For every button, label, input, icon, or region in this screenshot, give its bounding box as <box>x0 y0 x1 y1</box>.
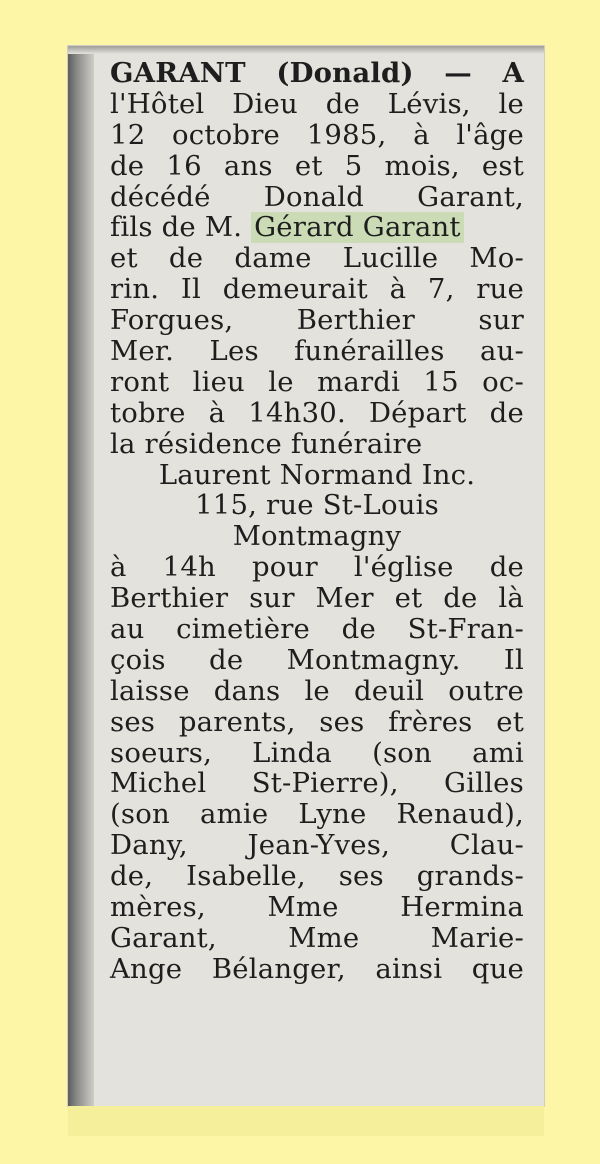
word: Mo- <box>469 242 524 275</box>
word: 5 <box>344 149 363 182</box>
word: au- <box>479 335 524 368</box>
word: Mme <box>267 891 339 924</box>
word: Garant, <box>110 921 217 954</box>
word: mères, <box>110 891 206 924</box>
word: Mme <box>288 921 360 954</box>
word: Jean-Yves, <box>247 829 391 862</box>
text-line-content: 115, rue St-Louis <box>195 489 439 522</box>
text-line <box>110 707 524 738</box>
word: mardi <box>317 365 401 398</box>
word: et <box>294 149 323 182</box>
text-line <box>110 243 524 274</box>
word: Berthier <box>296 304 415 337</box>
word: Mer <box>315 582 374 615</box>
text-line-content: la résidence funéraire <box>110 427 423 460</box>
word: Berthier <box>110 582 229 615</box>
word: Isabelle, <box>186 860 306 893</box>
word: Michel <box>110 767 207 800</box>
word: deuil <box>353 674 425 707</box>
text-line <box>110 151 524 182</box>
word: Les <box>209 335 259 368</box>
clipping-top-edge <box>68 46 544 54</box>
text-line <box>110 799 524 830</box>
word: laisse <box>110 674 190 707</box>
word: à <box>389 273 407 306</box>
word: ses <box>338 860 384 893</box>
word: l'Hôtel <box>110 87 205 120</box>
word: ainsi <box>375 952 443 985</box>
word: Lucille <box>342 242 439 275</box>
text-line <box>110 398 524 429</box>
word: de <box>489 551 524 584</box>
word: Gilles <box>444 767 524 800</box>
text-line <box>110 89 524 120</box>
funeral-home-city <box>110 521 524 552</box>
word: l'âge <box>456 118 524 151</box>
obituary-text <box>110 58 524 985</box>
funeral-home-address <box>110 490 524 521</box>
word: outre <box>448 674 524 707</box>
text-line <box>110 120 524 151</box>
word: çois <box>110 643 166 676</box>
word: sur <box>478 304 524 337</box>
word: dans <box>213 674 281 707</box>
text-line <box>110 676 524 707</box>
word: de, <box>110 860 154 893</box>
word: 1985, <box>306 118 387 151</box>
clipping-bottom-margin <box>68 1106 544 1136</box>
word: Mer. <box>110 335 175 368</box>
word: 16 <box>166 149 202 182</box>
text-line <box>110 614 524 645</box>
text-line <box>110 645 524 676</box>
clipping-edge-shadow <box>68 46 94 1106</box>
word: est <box>481 149 524 182</box>
word: ses <box>319 705 365 738</box>
text-line <box>110 367 524 398</box>
word: décédé <box>110 180 211 213</box>
word: ami <box>472 736 524 769</box>
word: Garant, <box>417 180 524 213</box>
word: et <box>110 242 138 275</box>
funeral-home-name <box>110 460 524 491</box>
word: Renaud), <box>396 798 524 831</box>
word: Lyne <box>298 798 367 831</box>
text-line <box>110 212 524 243</box>
word: le <box>498 87 524 120</box>
word: l'église <box>353 551 454 584</box>
word: pour <box>251 551 318 584</box>
text-line <box>110 954 524 985</box>
word: de <box>489 396 524 429</box>
word: Montmagny. <box>286 643 461 676</box>
text-line-content: Montmagny <box>232 520 402 553</box>
text-line-content: Laurent Normand Inc. <box>158 458 476 491</box>
word: St-Pierre), <box>251 767 399 800</box>
word: ans <box>223 149 273 182</box>
text-line <box>110 738 524 769</box>
word: dame <box>234 242 312 275</box>
word: 14h30. <box>248 396 346 429</box>
word: sur <box>249 582 295 615</box>
word: Il <box>180 273 201 306</box>
word: mois, <box>384 149 460 182</box>
word: Forgues, <box>110 304 234 337</box>
word: là <box>498 582 524 615</box>
text-line <box>110 892 524 923</box>
word: Départ <box>368 396 467 429</box>
text-line <box>110 429 524 460</box>
word: (son <box>372 736 432 769</box>
word: que <box>471 952 524 985</box>
word: Lévis, <box>387 87 471 120</box>
highlighted-father-name: Gérard Garant <box>251 212 464 243</box>
word: 14h <box>162 551 216 584</box>
deceased-given-name: (Donald) <box>276 57 414 89</box>
word: Ange <box>110 952 183 985</box>
text-line <box>110 923 524 954</box>
word: lieu <box>192 365 245 398</box>
word: funérailles <box>294 335 445 368</box>
word: au <box>110 613 145 646</box>
word: 12 <box>110 118 146 151</box>
word: amie <box>199 798 269 831</box>
word: grands- <box>416 860 524 893</box>
word: Il <box>503 643 524 676</box>
heading-a: A <box>502 57 524 89</box>
word: de <box>325 87 360 120</box>
word: parents, <box>178 705 296 738</box>
text-line <box>110 305 524 336</box>
text-line <box>110 830 524 861</box>
word: rue <box>476 273 524 306</box>
word: frères <box>388 705 473 738</box>
word: cimetière <box>176 613 311 646</box>
word: Linda <box>252 736 332 769</box>
deceased-surname: GARANT <box>110 57 246 89</box>
word: à <box>208 396 226 429</box>
word: le <box>304 674 330 707</box>
word: soeurs, <box>110 736 213 769</box>
word: 15 <box>423 365 459 398</box>
word: de <box>443 582 478 615</box>
text-line <box>110 768 524 799</box>
word: Hermina <box>400 891 524 924</box>
word: de <box>209 643 244 676</box>
word: à <box>413 118 430 151</box>
text-line <box>110 182 524 213</box>
word: et <box>496 705 524 738</box>
word: ses <box>110 705 156 738</box>
word: Bélanger, <box>211 952 346 985</box>
word: de <box>341 613 376 646</box>
word: Marie- <box>430 921 524 954</box>
word: à <box>110 551 127 584</box>
word: Dieu <box>232 87 298 120</box>
text-line <box>110 336 524 367</box>
word: Clau- <box>449 829 524 862</box>
word: rin. <box>110 273 160 306</box>
word: de <box>168 242 204 275</box>
word: octobre <box>172 118 281 151</box>
text-line <box>110 274 524 305</box>
text-line <box>110 583 524 614</box>
word: 7, <box>427 273 455 306</box>
obituary-heading-line <box>110 58 524 89</box>
word: le <box>268 365 294 398</box>
word: de <box>110 149 145 182</box>
word: demeurait <box>222 273 368 306</box>
text-line <box>110 552 524 583</box>
word: Donald <box>263 180 365 213</box>
text-line <box>110 861 524 892</box>
word: Dany, <box>110 829 188 862</box>
word: tobre <box>110 396 186 429</box>
word: St-Fran- <box>407 613 524 646</box>
heading-dash: — <box>444 57 472 89</box>
word: ront <box>110 365 170 398</box>
text-line-content: fils de M. <box>110 211 243 244</box>
word: oc- <box>482 365 524 398</box>
word: et <box>394 582 423 615</box>
word: (son <box>110 798 170 831</box>
